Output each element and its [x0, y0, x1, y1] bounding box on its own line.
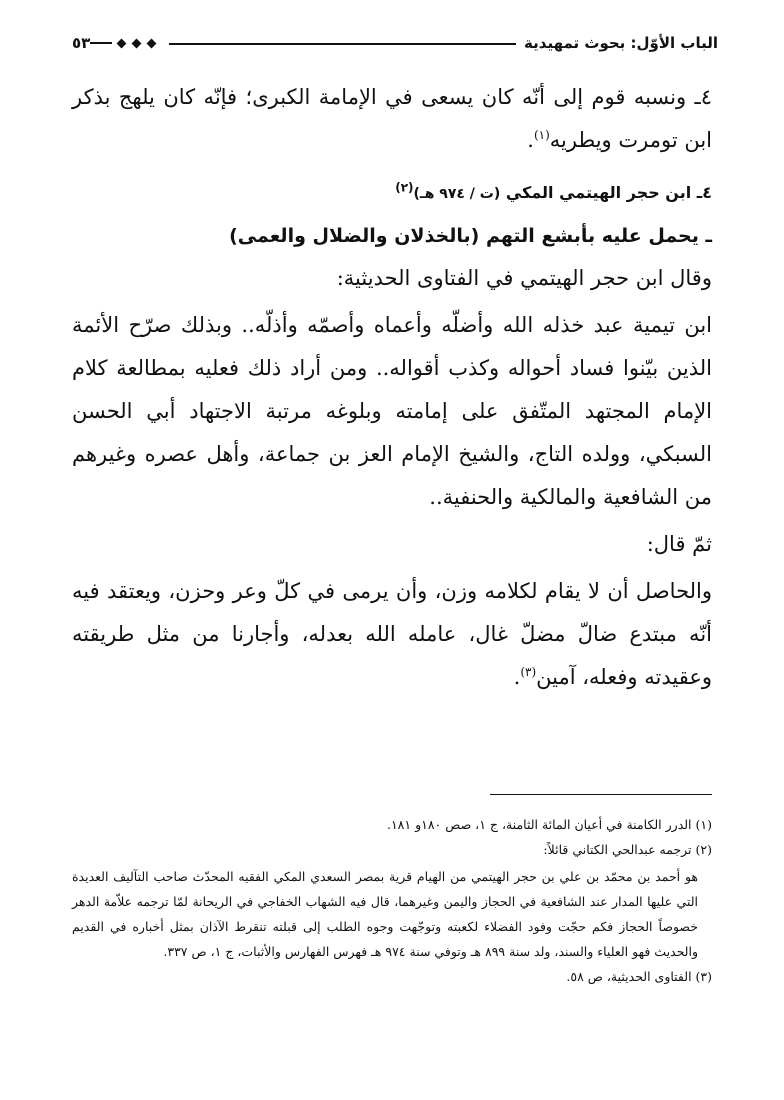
footnote-3: (٣) الفتاوى الحديثية، ص ٥٨.	[566, 969, 712, 984]
header-rule	[169, 43, 516, 45]
subheading: ـ يحمل عليه بأبشع التهم (بالخذلان والضلال والعمى)	[229, 225, 712, 247]
footnote-1: (١) الدرر الكامنة في أعيان المائة الثامنة، ج ١، صص ١٨٠و ١٨١.	[386, 817, 712, 832]
section-heading-name: ٤ـ ابن حجر الهيتمي المكي	[505, 183, 712, 202]
chapter-title: الباب الأوّل: بحوث تمهيدية	[524, 34, 718, 52]
footnote-2: (٢) ترجمه عبدالحي الكتاني قائلاً:	[543, 842, 712, 857]
running-header	[72, 28, 718, 58]
footnote-separator	[490, 794, 712, 795]
footnote-ref-2[interactable]: (٢)	[395, 180, 414, 195]
diamond-ornament-icon	[118, 40, 155, 47]
section-heading-date: (ت / ٩٧٤ هـ)	[413, 186, 501, 202]
footnotes	[72, 812, 712, 989]
paragraph-1	[72, 76, 712, 162]
footnote-2-quote: هو أحمد بن محمّد بن علي بن حجر الهيتمي من الهيام قرية بمصر السعدي المكي الفقيه المحدّث صاحب التآليف العديدة التي عليها المدار عند الشافعية في الحجاز واليمن وغيرهما، قال فيه الشهاب الخفاجي في الريحانة لمّا ترجمه علاّمة الدهر خصوصاً الحجاز فكم حجّت وفود الفضلاء لكعبته وتوجّهت وجوه الطلب إلى قبلته تنقرط الآذان بمثل أخباره في القديم والحديث فهو العلياء والسند، ولد سنة ٨٩٩ هـ وتوفي سنة ٩٧٤ هـ فهرس الفهارس والأثبات، ج ١، ص ٣٣٧.	[72, 869, 698, 959]
paragraph-5	[72, 570, 712, 699]
footnote-ref-1[interactable]: (١)	[533, 128, 550, 142]
paragraph-2: وقال ابن حجر الهيتمي في الفتاوى الحديثية:	[336, 266, 712, 290]
paragraph-1-end: .	[527, 128, 534, 152]
paragraph-4: ثمّ قال:	[646, 532, 712, 556]
page-number: ٥٣	[72, 34, 91, 52]
section-heading	[72, 176, 712, 211]
quotation-paragraph: ابن تيمية عبد خذله الله وأضلّه وأعماه وأصمّه وأذلّه.. وبذلك صرّح الأئمة الذين بيّنوا فساد أحواله وكذب أقواله.. ومن أراد ذلك فعليه بمطالعة كلام الإمام المجتهد المتّفق على إمامته وبلوغه مرتبة الاجتهاد أبي الحسن السبكي، وولده التاج، والشيخ الإمام العز بن جماعة، وأهل عصره وغيرهم من الشافعية والمالكية والحنفية..	[72, 313, 712, 509]
header-dash	[90, 42, 112, 44]
paragraph-5-end: .	[513, 665, 521, 689]
main-text	[72, 76, 712, 699]
paragraph-5-text: والحاصل أن لا يقام لكلامه وزن، وأن يرمى في كلّ وعر وحزن، ويعتقد فيه أنّه مبتدع ضالّ مضلّ غال، عامله الله بعدله، وأجارنا من مثل طريقته وعقيدته وفعله، آمين	[72, 579, 712, 689]
paragraph-1-text: ٤ـ ونسبه قوم إلى أنّه كان يسعى في الإمامة الكبرى؛ فإنّه كان يلهج بذكر ابن تومرت ويطريه	[72, 85, 712, 152]
footnote-ref-3[interactable]: (٣)	[520, 665, 537, 679]
